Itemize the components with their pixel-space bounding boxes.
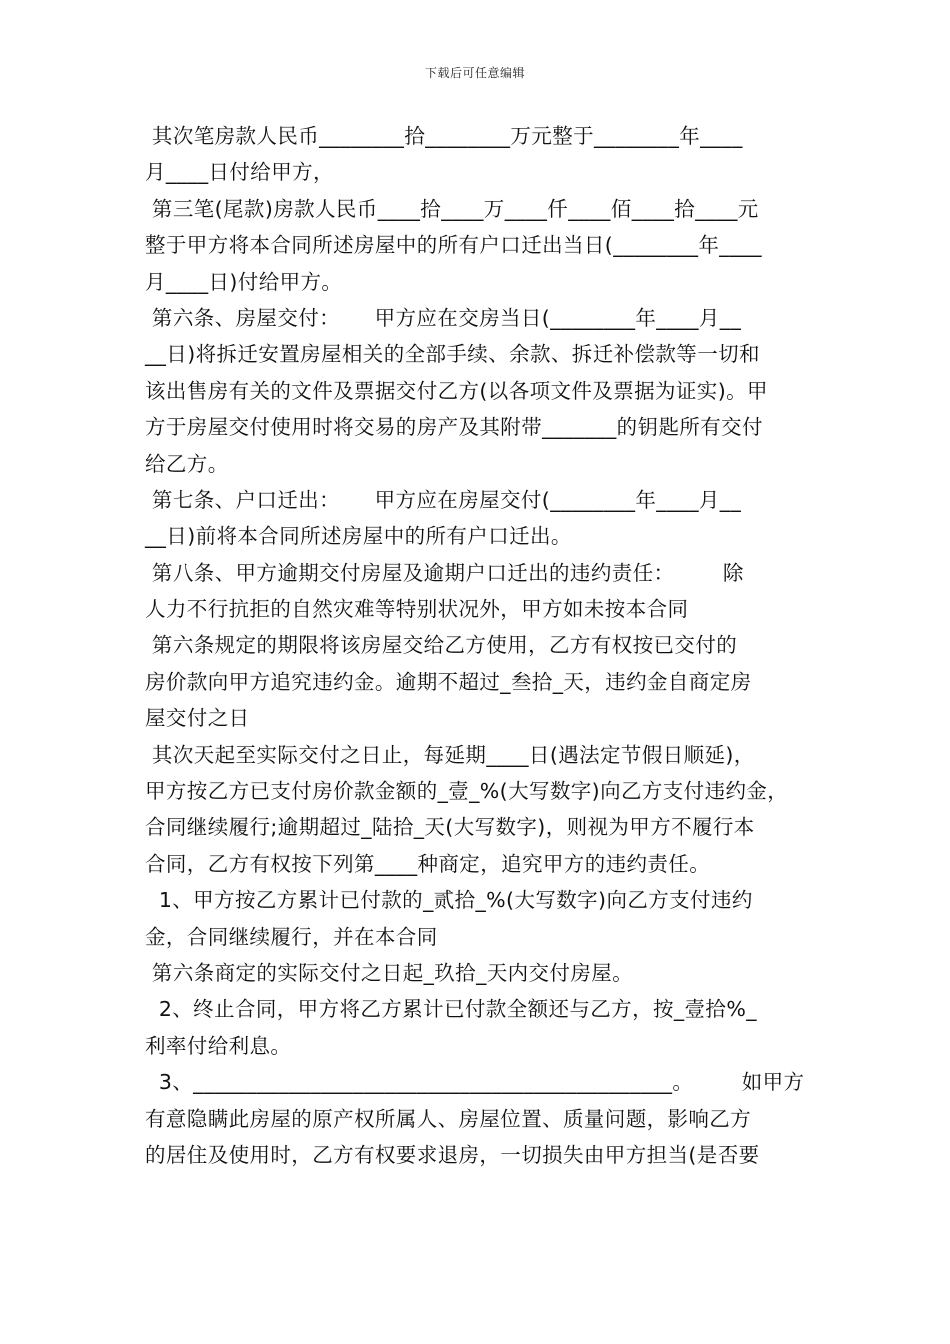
text-line: 房价款向甲方追究违约金。逾期不超过_叁拾_天，违约金自商定房 xyxy=(145,669,752,694)
contract-body xyxy=(145,118,809,1173)
text-line: 人力不行抗拒的自然灾难等特别状况外，甲方如未按本合同 xyxy=(145,597,689,622)
text-line: 其次天起至实际交付之日止，每延期____日(遇法定节假日顺延)， xyxy=(145,742,755,767)
text-line: 其次笔房款人民币________拾________万元整于________年____ xyxy=(145,124,743,148)
text-line: 月____日)付给甲方。 xyxy=(145,269,343,294)
text-line: 月____日付给甲方， xyxy=(145,160,334,185)
text-line: 甲方按乙方已支付房价款金额的_壹_%(大写数字)向乙方支付违约金， xyxy=(145,779,789,804)
text-line: 第六条、房屋交付： 甲方应在交房当日(________年____月__ xyxy=(145,305,742,330)
text-line: 3、_____________________________________________。 如甲方 xyxy=(145,1070,805,1095)
text-line: 第三笔(尾款)房款人民币____拾____万____仟____佰____拾____元 xyxy=(145,196,759,221)
text-line: 方于房屋交付使用时将交易的房产及其附带_______的钥匙所有交付 xyxy=(145,415,763,440)
text-line: 1、甲方按乙方累计已付款的_贰拾_%(大写数字)向乙方支付违约 xyxy=(145,888,753,913)
text-line: 有意隐瞒此房屋的原产权所属人、房屋位置、质量问题，影响乙方 xyxy=(145,1106,752,1131)
text-line: 合同，乙方有权按下列第____种商定，追究甲方的违约责任。 xyxy=(145,851,711,876)
text-line: 第六条规定的期限将该房屋交给乙方使用，乙方有权按已交付的 xyxy=(145,633,738,658)
text-line: 第八条、甲方逾期交付房屋及逾期户口迁出的违约责任： 除 xyxy=(145,560,744,585)
text-line: 合同继续履行;逾期超过_陆拾_天(大写数字)，则视为甲方不履行本 xyxy=(145,815,755,840)
text-line: 利率付给利息。 xyxy=(145,1033,292,1058)
text-line: 第七条、户口迁出： 甲方应在房屋交付(________年____月__ xyxy=(145,487,742,512)
text-line: 该出售房有关的文件及票据交付乙方(以各项文件及票据为证实)。甲 xyxy=(145,378,768,403)
text-line: 2、终止合同，甲方将乙方累计已付款全额还与乙方，按_壹拾%_ xyxy=(145,997,757,1022)
text-line: 金，合同继续履行，并在本合同 xyxy=(145,924,438,949)
text-line: 整于甲方将本合同所述房屋中的所有户口迁出当日(________年____ xyxy=(145,233,762,258)
header-note: 下载后可任意编辑 xyxy=(424,66,525,80)
text-line: 屋交付之日 xyxy=(145,706,250,731)
text-line: __日)将拆迁安置房屋相关的全部手续、余款、拆迁补偿款等一切和 xyxy=(145,342,760,367)
text-line: __日)前将本合同所述房屋中的所有户口迁出。 xyxy=(145,524,572,549)
text-line: 的居住及使用时，乙方有权要求退房，一切损失由甲方担当(是否要 xyxy=(145,1142,760,1167)
text-line: 给乙方。 xyxy=(145,451,229,476)
text-line: 第六条商定的实际交付之日起_玖拾_天内交付房屋。 xyxy=(145,960,634,985)
